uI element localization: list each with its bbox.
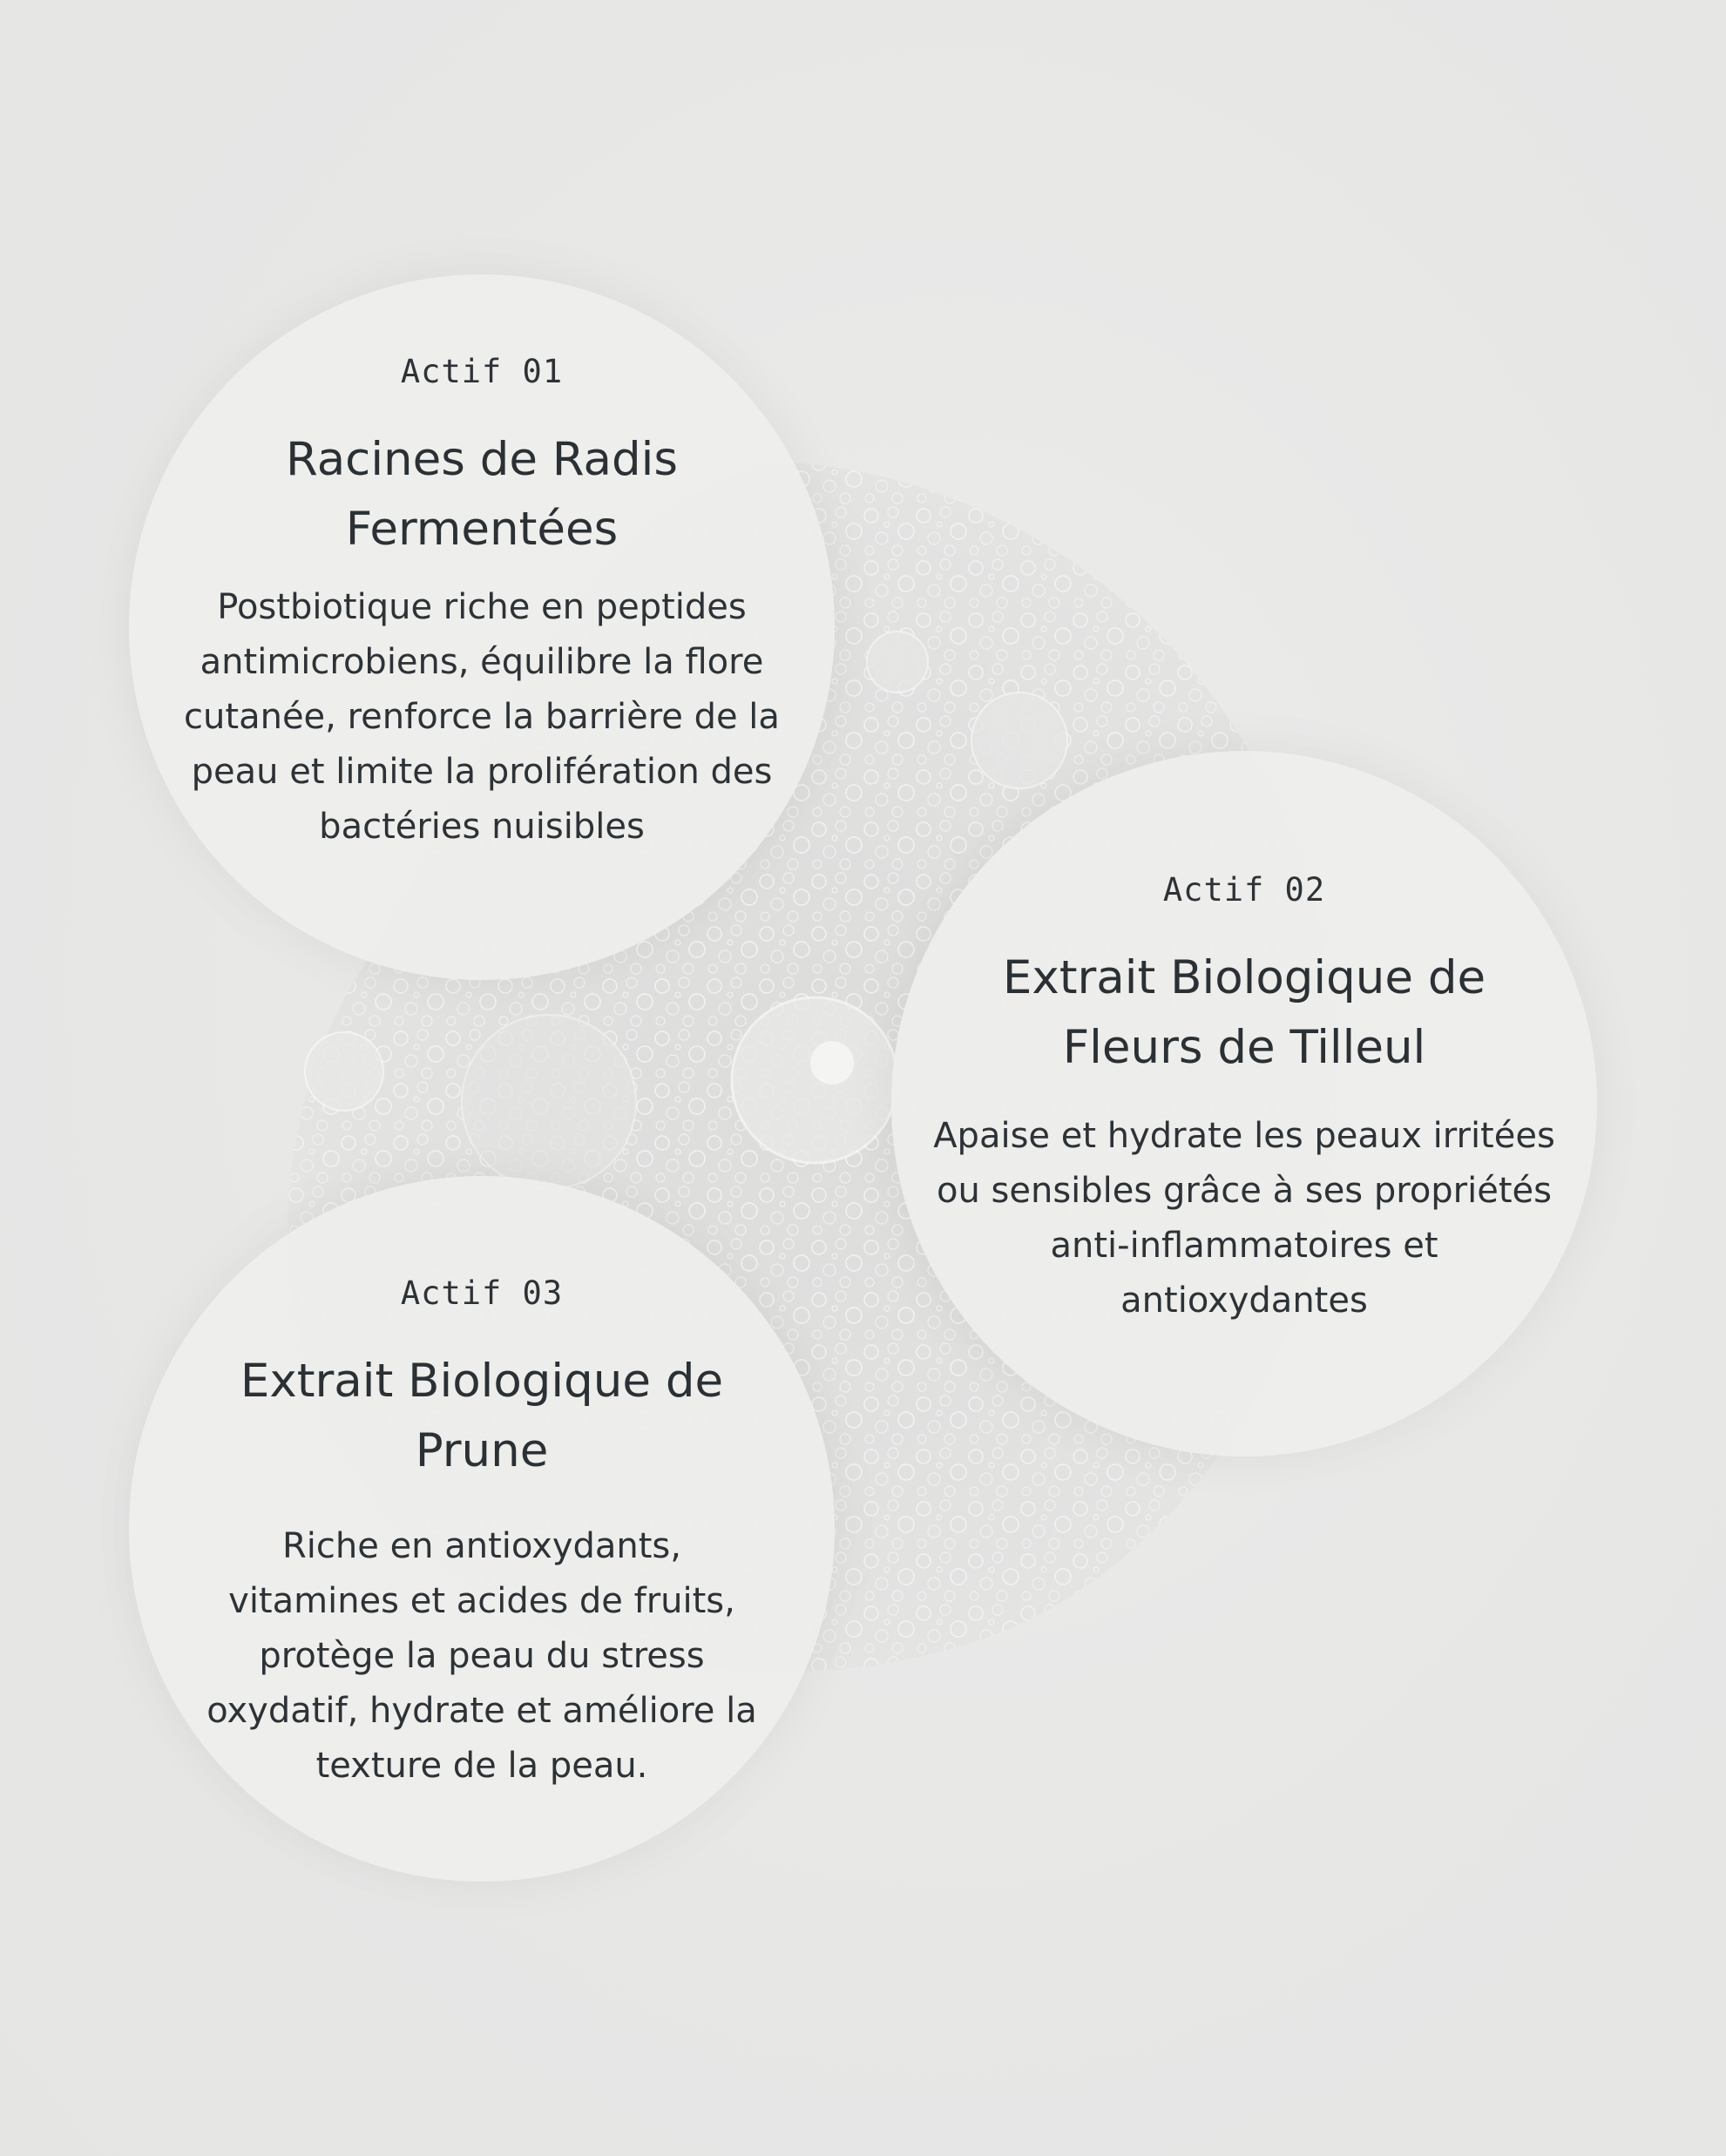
actif-02-description: Apaise et hydrate les peaux irritées ou sensibles grâce à ses propriétés anti-inflammatoires et antioxydantes bbox=[933, 1116, 1555, 1321]
actif-01-label: Actif 01 bbox=[400, 353, 564, 390]
actif-03-label: Actif 03 bbox=[400, 1274, 564, 1312]
actif-02-card bbox=[891, 751, 1597, 1456]
actif-01-description: Postbiotique riche en peptides antimicrobiens, équilibre la flore cutanée, renforce la barrière de la peau et limite la prolifération des bactéries nuisibles bbox=[184, 587, 780, 847]
actif-01-title: Racines de Radis Fermentées bbox=[286, 433, 678, 556]
actif-02-label: Actif 02 bbox=[1162, 871, 1326, 909]
actif-01-card bbox=[129, 274, 835, 980]
actif-03-card bbox=[129, 1176, 835, 1882]
actif-03-title: Extrait Biologique de Prune bbox=[240, 1355, 724, 1477]
actif-02-title: Extrait Biologique de Fleurs de Tilleul bbox=[1002, 951, 1486, 1074]
actif-03-description: Riche en antioxydants, vitamines et acides de fruits, protège la peau du stress oxydatif, hydrate et améliore la texture de la peau. bbox=[206, 1526, 757, 1786]
